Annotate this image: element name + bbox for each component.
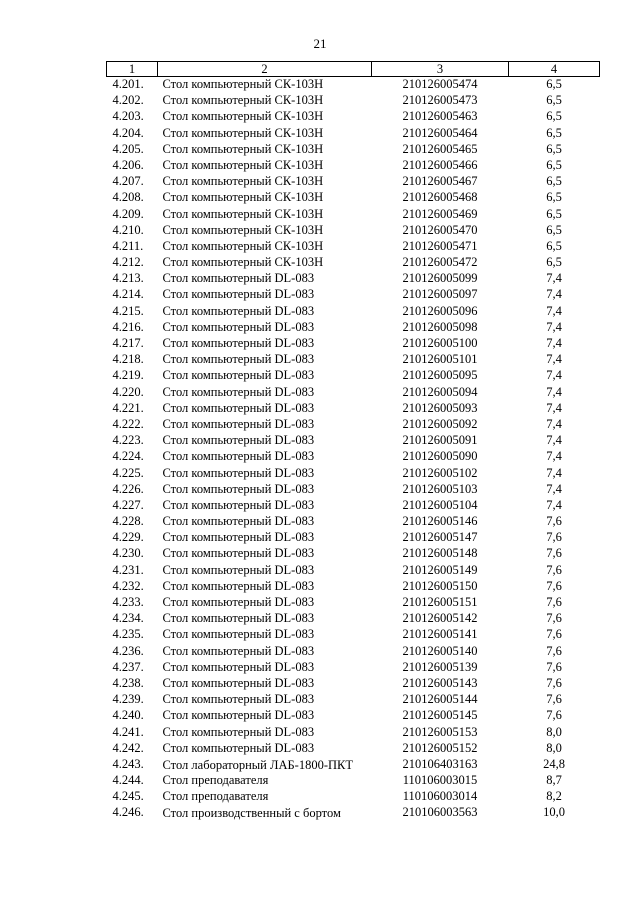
table-row <box>107 287 600 303</box>
row-number: 4.246. <box>112 805 144 820</box>
item-value: 7,4 <box>546 319 562 334</box>
item-value: 7,4 <box>546 497 562 512</box>
table-row <box>107 255 600 271</box>
table-row <box>107 368 600 384</box>
inventory-code: 210106003563 <box>402 805 478 820</box>
header-col-4: 4 <box>509 62 600 77</box>
inventory-code: 210126005465 <box>402 141 478 156</box>
inventory-code: 210126005102 <box>402 465 478 480</box>
item-value: 7,4 <box>546 352 562 367</box>
row-number: 4.240. <box>112 708 144 723</box>
inventory-code: 210126005146 <box>402 514 478 529</box>
item-value: 6,5 <box>546 77 562 91</box>
table-row <box>107 676 600 692</box>
table-row <box>107 692 600 708</box>
item-name: Стол компьютерный DL-083 <box>162 692 315 707</box>
item-value: 7,4 <box>546 368 562 383</box>
row-number: 4.222. <box>112 416 144 431</box>
inventory-code: 210126005148 <box>402 546 478 561</box>
row-number: 4.244. <box>112 773 144 788</box>
page-number: 21 <box>313 36 327 51</box>
item-value: 8,0 <box>546 724 562 739</box>
item-name: Стол компьютерный DL-083 <box>162 611 315 626</box>
inventory-code: 210126005147 <box>402 530 478 545</box>
item-value: 7,6 <box>546 627 562 642</box>
inventory-code: 210126005151 <box>402 595 478 609</box>
table-row <box>107 482 600 498</box>
item-name: Стол производственный с бортом <box>162 806 341 821</box>
row-number: 4.211. <box>112 238 144 253</box>
item-value: 7,4 <box>546 336 562 350</box>
row-number: 4.221. <box>112 400 144 415</box>
item-value: 6,5 <box>546 109 562 124</box>
inventory-code: 210126005144 <box>402 692 478 707</box>
row-number: 4.218. <box>112 352 144 367</box>
inventory-code: 210126005098 <box>402 319 478 334</box>
table-row <box>107 514 600 530</box>
inventory-code: 210126005100 <box>402 336 478 350</box>
row-number: 4.231. <box>112 562 144 577</box>
table-row <box>107 627 600 643</box>
row-number: 4.216. <box>112 319 144 334</box>
row-number: 4.225. <box>112 465 144 480</box>
item-value: 7,6 <box>546 578 562 593</box>
item-name: Стол компьютерный СК-103Н <box>162 109 324 124</box>
row-number: 4.228. <box>112 514 144 529</box>
item-name: Стол компьютерный DL-083 <box>162 319 315 334</box>
inventory-code: 210126005149 <box>402 562 478 577</box>
table-row <box>107 207 600 223</box>
row-number: 4.226. <box>112 481 144 496</box>
table-row <box>107 563 600 579</box>
item-name: Стол компьютерный DL-083 <box>162 530 315 545</box>
table-row <box>107 725 600 741</box>
item-value: 7,4 <box>546 465 562 480</box>
inventory-code: 210126005150 <box>402 578 478 593</box>
item-name: Стол компьютерный DL-083 <box>162 708 315 723</box>
item-name: Стол компьютерный DL-083 <box>162 271 315 286</box>
item-name: Стол компьютерный DL-083 <box>162 740 315 755</box>
inventory-code: 210126005090 <box>402 449 478 464</box>
table-row <box>107 142 600 158</box>
table-row <box>107 417 600 433</box>
item-value: 6,5 <box>546 157 562 172</box>
item-name: Стол компьютерный DL-083 <box>162 336 315 350</box>
item-name: Стол преподавателя <box>162 773 269 788</box>
row-number: 4.234. <box>112 611 144 626</box>
item-value: 7,4 <box>546 433 562 448</box>
table-row <box>107 352 600 368</box>
table-row <box>107 385 600 401</box>
item-name: Стол компьютерный DL-083 <box>162 465 315 480</box>
inventory-code: 210126005152 <box>402 740 478 755</box>
item-value: 10,0 <box>543 805 565 820</box>
item-value: 7,4 <box>546 384 562 399</box>
item-value: 24,8 <box>543 756 565 771</box>
inventory-code: 210126005471 <box>402 238 478 253</box>
table-row <box>107 174 600 190</box>
row-number: 4.203. <box>112 109 144 124</box>
inventory-code: 210126005467 <box>402 174 478 189</box>
inventory-code: 210126005474 <box>402 77 478 91</box>
item-value: 7,6 <box>546 562 562 577</box>
item-value: 7,6 <box>546 530 562 545</box>
row-number: 4.229. <box>112 530 144 545</box>
item-value: 6,5 <box>546 190 562 205</box>
item-value: 6,5 <box>546 125 562 140</box>
inventory-code: 210106403163 <box>402 756 478 771</box>
item-name: Стол компьютерный DL-083 <box>162 724 315 739</box>
row-number: 4.214. <box>112 287 144 302</box>
row-number: 4.213. <box>112 271 144 286</box>
row-number: 4.206. <box>112 157 144 172</box>
inventory-code: 210126005143 <box>402 675 478 690</box>
row-number: 4.239. <box>112 692 144 707</box>
header-col-3: 3 <box>372 62 509 77</box>
item-value: 6,5 <box>546 93 562 108</box>
table-row <box>107 126 600 142</box>
item-value: 6,5 <box>546 206 562 221</box>
inventory-code: 210126005470 <box>402 222 478 237</box>
row-number: 4.202. <box>112 93 144 108</box>
item-value: 7,4 <box>546 303 562 318</box>
inventory-code: 210126005142 <box>402 611 478 626</box>
inventory-code: 210126005099 <box>402 271 478 286</box>
inventory-code: 210126005468 <box>402 190 478 205</box>
row-number: 4.230. <box>112 546 144 561</box>
item-value: 6,5 <box>546 222 562 237</box>
row-number: 4.238. <box>112 675 144 690</box>
row-number: 4.208. <box>112 190 144 205</box>
item-value: 7,6 <box>546 708 562 723</box>
table-body <box>107 77 600 822</box>
row-number: 4.223. <box>112 433 144 448</box>
item-name: Стол компьютерный СК-103Н <box>162 93 324 108</box>
row-number: 4.205. <box>112 141 144 156</box>
row-number: 4.201. <box>112 77 144 91</box>
inventory-code: 210126005145 <box>402 708 478 723</box>
item-name: Стол компьютерный СК-103Н <box>162 206 324 221</box>
row-number: 4.212. <box>112 255 144 270</box>
table-row <box>107 109 600 125</box>
item-name: Стол компьютерный DL-083 <box>162 643 315 658</box>
item-name: Стол компьютерный СК-103Н <box>162 238 324 253</box>
row-number: 4.243. <box>112 756 144 771</box>
item-name: Стол компьютерный DL-083 <box>162 675 315 690</box>
inventory-code: 210126005091 <box>402 433 478 448</box>
inventory-code: 210126005464 <box>402 125 478 140</box>
table-header <box>107 62 600 77</box>
item-value: 7,6 <box>546 514 562 529</box>
table-row <box>107 660 600 676</box>
inventory-code: 210126005463 <box>402 109 478 124</box>
inventory-code: 210126005097 <box>402 287 478 302</box>
row-number: 4.232. <box>112 578 144 593</box>
table-row <box>107 271 600 287</box>
item-value: 8,0 <box>546 740 562 755</box>
table-row <box>107 93 600 109</box>
item-value: 7,4 <box>546 271 562 286</box>
item-value: 7,6 <box>546 546 562 561</box>
item-name: Стол компьютерный DL-083 <box>162 659 315 674</box>
item-value: 7,6 <box>546 675 562 690</box>
inventory-table <box>106 61 600 822</box>
table-row <box>107 530 600 546</box>
row-number: 4.217. <box>112 336 144 350</box>
row-number: 4.242. <box>112 740 144 755</box>
inventory-code: 210126005104 <box>402 497 478 512</box>
table-row <box>107 789 600 805</box>
row-number: 4.227. <box>112 497 144 512</box>
row-number: 4.245. <box>112 789 144 804</box>
item-name: Стол компьютерный СК-103Н <box>162 77 324 91</box>
item-name: Стол компьютерный DL-083 <box>162 481 315 496</box>
item-name: Стол компьютерный DL-083 <box>162 352 315 367</box>
item-name: Стол компьютерный DL-083 <box>162 384 315 399</box>
item-value: 7,6 <box>546 611 562 626</box>
item-value: 6,5 <box>546 238 562 253</box>
row-number: 4.215. <box>112 303 144 318</box>
inventory-code: 210126005469 <box>402 206 478 221</box>
row-number: 4.236. <box>112 643 144 658</box>
inventory-code: 210126005092 <box>402 416 478 431</box>
item-name: Стол компьютерный DL-083 <box>162 497 315 512</box>
row-number: 4.209. <box>112 206 144 221</box>
inventory-code: 210126005093 <box>402 400 478 415</box>
item-name: Стол лабораторный ЛАБ-1800-ПКТ <box>162 757 353 772</box>
item-name: Стол компьютерный DL-083 <box>162 287 315 302</box>
table-row <box>107 320 600 336</box>
item-value: 7,6 <box>546 692 562 707</box>
item-value: 7,4 <box>546 449 562 464</box>
table-row <box>107 466 600 482</box>
inventory-code: 210126005095 <box>402 368 478 383</box>
row-number: 4.237. <box>112 659 144 674</box>
item-name: Стол компьютерный СК-103Н <box>162 190 324 205</box>
inventory-code: 210126005096 <box>402 303 478 318</box>
item-value: 7,6 <box>546 659 562 674</box>
item-value: 7,6 <box>546 595 562 609</box>
row-number: 4.224. <box>112 449 144 464</box>
inventory-code: 210126005141 <box>402 627 478 642</box>
row-number: 4.210. <box>112 222 144 237</box>
inventory-code: 110106003014 <box>402 789 478 804</box>
header-row <box>107 62 600 77</box>
item-name: Стол компьютерный DL-083 <box>162 595 315 609</box>
inventory-code: 110106003015 <box>402 773 478 788</box>
table-row <box>107 611 600 627</box>
item-name: Стол компьютерный СК-103Н <box>162 222 324 237</box>
item-value: 7,4 <box>546 400 562 415</box>
table-row <box>107 498 600 514</box>
item-name: Стол компьютерный СК-103Н <box>162 174 324 189</box>
item-name: Стол компьютерный DL-083 <box>162 416 315 431</box>
table-row <box>107 336 600 352</box>
item-value: 6,5 <box>546 255 562 270</box>
table-row <box>107 595 600 611</box>
row-number: 4.219. <box>112 368 144 383</box>
item-name: Стол компьютерный DL-083 <box>162 578 315 593</box>
item-value: 7,4 <box>546 481 562 496</box>
item-name: Стол компьютерный DL-083 <box>162 400 315 415</box>
table-row <box>107 546 600 562</box>
item-value: 8,7 <box>546 773 562 788</box>
inventory-code: 210126005466 <box>402 157 478 172</box>
table-row <box>107 190 600 206</box>
table-row <box>107 741 600 757</box>
table-row <box>107 708 600 724</box>
table-row <box>107 644 600 660</box>
item-name: Стол компьютерный СК-103Н <box>162 157 324 172</box>
item-value: 6,5 <box>546 141 562 156</box>
row-number: 4.235. <box>112 627 144 642</box>
item-name: Стол компьютерный DL-083 <box>162 514 315 529</box>
item-name: Стол компьютерный DL-083 <box>162 303 315 318</box>
inventory-code: 210126005153 <box>402 724 478 739</box>
item-name: Стол компьютерный СК-103Н <box>162 141 324 156</box>
table-row <box>107 449 600 465</box>
row-number: 4.233. <box>112 595 144 609</box>
item-name: Стол компьютерный СК-103Н <box>162 125 324 140</box>
inventory-code: 210126005103 <box>402 481 478 496</box>
item-name: Стол компьютерный DL-083 <box>162 449 315 464</box>
item-name: Стол преподавателя <box>162 789 269 804</box>
row-number: 4.241. <box>112 724 144 739</box>
row-number: 4.204. <box>112 125 144 140</box>
table-row <box>107 773 600 789</box>
item-name: Стол компьютерный DL-083 <box>162 562 315 577</box>
inventory-code: 210126005094 <box>402 384 478 399</box>
table-row <box>107 401 600 417</box>
item-name: Стол компьютерный DL-083 <box>162 368 315 383</box>
table-row <box>107 757 600 773</box>
table-row <box>107 433 600 449</box>
table-row <box>107 158 600 174</box>
item-name: Стол компьютерный СК-103Н <box>162 255 324 270</box>
item-value: 7,4 <box>546 416 562 431</box>
item-name: Стол компьютерный DL-083 <box>162 433 315 448</box>
table-row <box>107 77 600 94</box>
table-row <box>107 304 600 320</box>
header-col-2: 2 <box>158 62 372 77</box>
table-row <box>107 239 600 255</box>
table-row <box>107 579 600 595</box>
header-col-1: 1 <box>107 62 158 77</box>
inventory-code: 210126005473 <box>402 93 478 108</box>
item-name: Стол компьютерный DL-083 <box>162 627 315 642</box>
item-value: 7,6 <box>546 643 562 658</box>
row-number: 4.207. <box>112 174 144 189</box>
inventory-code: 210126005139 <box>402 659 478 674</box>
inventory-code: 210126005101 <box>402 352 478 367</box>
item-value: 6,5 <box>546 174 562 189</box>
table-row <box>107 805 600 821</box>
table-row <box>107 223 600 239</box>
item-value: 7,4 <box>546 287 562 302</box>
inventory-code: 210126005472 <box>402 255 478 270</box>
inventory-code: 210126005140 <box>402 643 478 658</box>
item-name: Стол компьютерный DL-083 <box>162 546 315 561</box>
row-number: 4.220. <box>112 384 144 399</box>
item-value: 8,2 <box>546 789 562 804</box>
